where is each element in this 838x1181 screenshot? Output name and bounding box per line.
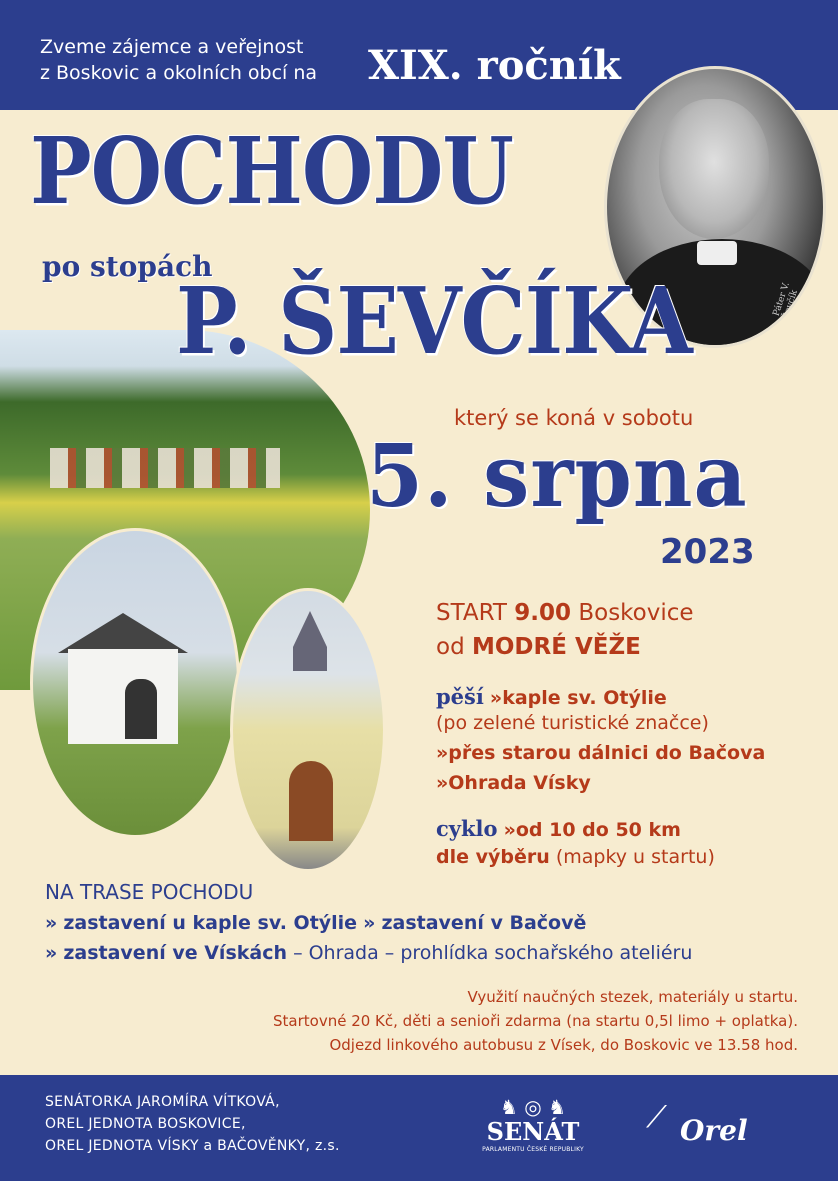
bullet: » xyxy=(503,819,516,841)
start-from: od xyxy=(436,634,465,660)
walk-line-3 xyxy=(436,742,765,764)
senat-logo xyxy=(478,1096,588,1164)
chapel-otylie-photo xyxy=(30,528,240,838)
invite-line-1: Zveme zájemce a veřejnost xyxy=(40,36,304,58)
bullet: » xyxy=(489,687,503,709)
invite-line-2: z Boskovic a okolních obcí na xyxy=(40,62,318,84)
chapel-bacov-photo xyxy=(230,588,386,872)
info-line-2: Startovné 20 Kč, děti a senioři zdarma (na startu 0,5l limo + oplatka). xyxy=(273,1012,798,1030)
portrait-caption: Páter V. Ševčík xyxy=(771,281,800,321)
bullet: » xyxy=(436,772,449,794)
bike-mode: cyklo xyxy=(436,816,498,841)
walk-item: kaple sv. Otýlie xyxy=(502,687,667,709)
organizer-2: OREL JEDNOTA BOSKOVICE, xyxy=(45,1116,246,1132)
event-year: 2023 xyxy=(660,532,755,572)
walk-item: (po zelené turistické značce) xyxy=(436,712,709,734)
walk-line-2 xyxy=(436,712,709,734)
senat-subname: PARLAMENTU ČESKÉ REPUBLIKY xyxy=(482,1146,584,1153)
senat-name: SENÁT xyxy=(486,1117,580,1146)
walk-mode: pěší xyxy=(436,684,484,709)
bike-item: od 10 do 50 km xyxy=(515,819,681,841)
invitation-text xyxy=(40,34,317,86)
route-stop: zastavení v Bačově xyxy=(381,912,587,934)
bullet: » xyxy=(45,942,58,964)
route-stops-line-1 xyxy=(45,912,586,934)
orel-name: Orel xyxy=(680,1114,748,1147)
route-stop: zastavení ve Vískách xyxy=(63,942,288,964)
title-main: POCHODU xyxy=(30,118,513,226)
lions-icon: ♞ ◎ ♞ xyxy=(499,1095,567,1119)
bike-item: dle výběru xyxy=(436,846,550,868)
start-time: 9.00 xyxy=(514,600,572,626)
start-landmark-line xyxy=(436,634,641,660)
walk-line-4 xyxy=(436,772,591,794)
start-place: Boskovice xyxy=(578,600,694,626)
bullet: » xyxy=(363,912,376,934)
bullet: » xyxy=(45,912,58,934)
organizer-1: SENÁTORKA JAROMÍRA VÍTKOVÁ, xyxy=(45,1094,280,1110)
event-intro: který se koná v sobotu xyxy=(454,406,694,430)
bike-line-1 xyxy=(436,816,681,841)
edition-label: XIX. ročník xyxy=(368,42,621,89)
route-heading: NA TRASE POCHODU xyxy=(45,880,254,904)
eagle-icon: ⟋ xyxy=(646,1100,667,1135)
walk-item: Ohrada Vísky xyxy=(448,772,591,794)
start-line xyxy=(436,600,694,626)
organizer-3: OREL JEDNOTA VÍSKY a BAČOVĚNKY, z.s. xyxy=(45,1138,340,1154)
info-line-3: Odjezd linkového autobusu z Vísek, do Boskovic ve 13.58 hod. xyxy=(329,1036,798,1054)
start-label: START xyxy=(436,600,507,626)
route-stop-note: – Ohrada – prohlídka sochařského ateliéru xyxy=(293,942,693,964)
route-stop: zastavení u kaple sv. Otýlie xyxy=(63,912,358,934)
route-stops-line-2 xyxy=(45,942,692,964)
title-name: P. ŠEVČÍKA xyxy=(176,268,692,376)
bike-item-note: (mapky u startu) xyxy=(555,846,715,868)
bullet: » xyxy=(436,742,449,764)
info-line-1: Využití naučných stezek, materiály u startu. xyxy=(467,988,798,1006)
bike-line-2 xyxy=(436,846,715,868)
walk-item: přes starou dálnici do Bačova xyxy=(448,742,766,764)
start-landmark: MODRÉ VĚŽE xyxy=(471,634,641,660)
walk-line-1 xyxy=(436,684,667,709)
event-date: 5. srpna xyxy=(366,426,748,527)
orel-logo xyxy=(646,1100,776,1152)
title-subtitle: po stopách xyxy=(42,250,213,283)
